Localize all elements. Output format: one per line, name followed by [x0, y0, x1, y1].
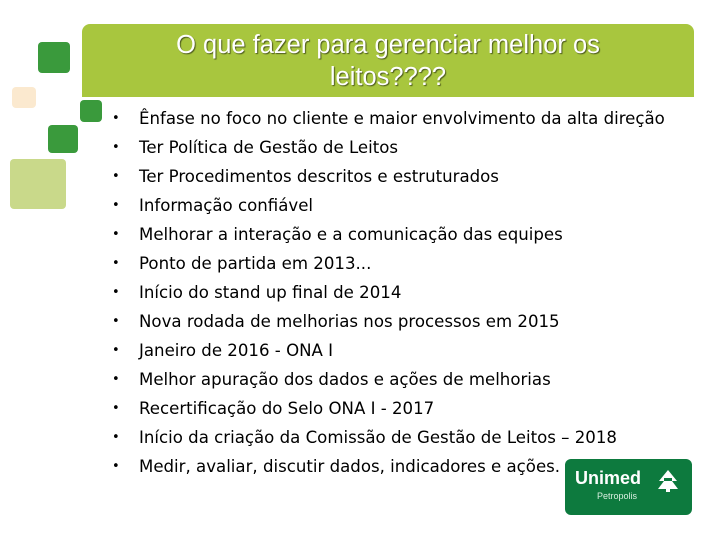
- bullet-icon: •: [112, 140, 120, 155]
- list-item: [112, 249, 665, 278]
- bullet-text: Nova rodada de melhorias nos processos em 2015: [139, 312, 560, 331]
- bullet-icon: •: [112, 401, 120, 416]
- bullet-text: Início do stand up final de 2014: [139, 283, 402, 302]
- bullet-icon: •: [112, 111, 120, 126]
- list-item: [112, 191, 665, 220]
- decorative-square-green-3: [80, 100, 102, 122]
- list-item: [112, 162, 665, 191]
- bullet-text: Medir, avaliar, discutir dados, indicadores e ações.: [139, 457, 561, 476]
- unimed-logo: [565, 459, 692, 515]
- logo-city-text: Petropolis: [597, 491, 638, 501]
- bullet-text: Informação confiável: [139, 196, 314, 215]
- bullet-icon: •: [112, 459, 120, 474]
- decorative-square-light-green: [10, 159, 66, 209]
- bullet-text: Ponto de partida em 2013...: [139, 254, 372, 273]
- title-banner: [82, 24, 694, 97]
- list-item: [112, 336, 665, 365]
- decorative-square-green-1: [38, 42, 70, 73]
- bullet-icon: •: [112, 430, 120, 445]
- bullet-icon: •: [112, 169, 120, 184]
- bullet-icon: •: [112, 343, 120, 358]
- bullet-icon: •: [112, 256, 120, 271]
- bullet-text: Janeiro de 2016 - ONA I: [139, 341, 334, 360]
- list-item: [112, 394, 665, 423]
- bullet-text: Ter Política de Gestão de Leitos: [139, 138, 399, 157]
- bullet-text: Ênfase no foco no cliente e maior envolvimento da alta direção: [139, 109, 665, 128]
- list-item: [112, 220, 665, 249]
- bullet-text: Início da criação da Comissão de Gestão de Leitos – 2018: [139, 428, 617, 447]
- bullet-icon: •: [112, 314, 120, 329]
- bullet-icon: •: [112, 198, 120, 213]
- list-item: [112, 307, 665, 336]
- bullet-text: Ter Procedimentos descritos e estruturados: [139, 167, 499, 186]
- bullet-text: Melhor apuração dos dados e ações de melhorias: [139, 370, 551, 389]
- list-item: [112, 104, 665, 133]
- list-item: [112, 423, 665, 452]
- bullet-icon: •: [112, 227, 120, 242]
- list-item: [112, 278, 665, 307]
- bullet-text: Melhorar a interação e a comunicação das equipes: [139, 225, 563, 244]
- bullet-icon: •: [112, 372, 120, 387]
- slide-title: O que fazer para gerenciar melhor os leitos????: [176, 30, 600, 91]
- bullet-icon: •: [112, 285, 120, 300]
- bullet-list: [112, 104, 665, 481]
- decorative-square-green-2: [48, 125, 78, 153]
- logo-brand-text: Unimed: [575, 468, 642, 488]
- bullet-text: Recertificação do Selo ONA I - 2017: [139, 399, 435, 418]
- list-item: [112, 365, 665, 394]
- decorative-square-peach: [12, 87, 36, 108]
- unimed-tree-icon: [655, 469, 681, 493]
- list-item: [112, 133, 665, 162]
